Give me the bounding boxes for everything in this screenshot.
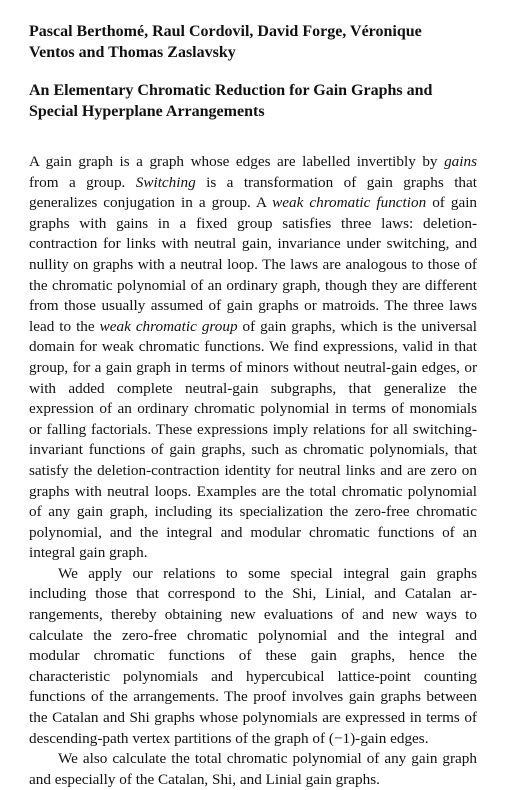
author-list: Pascal Berthomé, Raul Cordovil, David Forge, Véronique Ventos and Thomas Zaslavsky	[29, 23, 422, 61]
abstract-text: from a group.	[29, 173, 136, 191]
paper-title: An Elementary Chromatic Reduction for Gain Graphs and Special Hyperplane Arrangements	[29, 82, 433, 120]
term-gains: gains	[444, 153, 477, 170]
abstract-text: of gain graphs, which is the universal domain for weak chromatic functions. We find expressions, valid in that group, for a gain graph in terms of minors without neutral-gain edges, or with added complete neutral-gain subgraphs, that generalize the expression of an ordinary chromatic polynomial in terms of monomials or falling factorials. These expressions imply relations for all switching-invariant functions of gain graphs, such as chromatic polynomials, that satisfy the deletion-contraction identity for neutral links and are zero on graphs with neutral loops. Examples are the total chromatic polynomial of any gain graph, including its specialization the zero-free chromatic polynomial, and the integral and modular chromatic functions of an integral gain graph.	[29, 317, 477, 562]
abstract-text: A gain graph is a graph whose edges are labelled invertibly by	[29, 153, 445, 170]
abstract-text: of gain graphs with gains in a fixed group satisfies three laws: deletion-contraction for links with neutral gain, invariance under switching, and nullity on graphs with a neutral loop. The laws are analogous to those of the chromatic polynomial of an ordinary graph, though they are different from those usually assumed of gain graphs or matroids. The three laws lead to the	[29, 194, 478, 335]
abstract-paragraph-3: We also calculate the total chromatic polynomial of any gain graph and especially of the Catalan, Shi, and Linial gain graphs.	[29, 750, 477, 788]
abstract-paragraph-2: We apply our relations to some special integral gain graphs including those that correspond to the Shi, Linial, and Catalan arrangements, thereby obtaining new evaluations of and new ways to calculate the zero-free chromatic polynomial and the integral and modular chromatic functions of these gain graphs, hence the characteristic polynomials and hypercubical lattice-point counting functions of the arrangements. The proof involves gain graphs between the Catalan and Shi graphs whose polynomials are expressed in terms of descending-path vertex partitions of the graph of (−1)-gain edges.	[29, 564, 477, 747]
abstract-paragraph-1	[29, 152, 477, 564]
abstract-text: is a transformation of gain graphs that generalizes conjugation in a group. A	[29, 173, 477, 212]
abstract	[29, 152, 477, 790]
term-switching: Switching	[135, 173, 196, 191]
term-weak-chromatic-group: weak chromatic group	[99, 317, 238, 335]
term-weak-chromatic-function: weak chromatic function	[272, 194, 427, 212]
